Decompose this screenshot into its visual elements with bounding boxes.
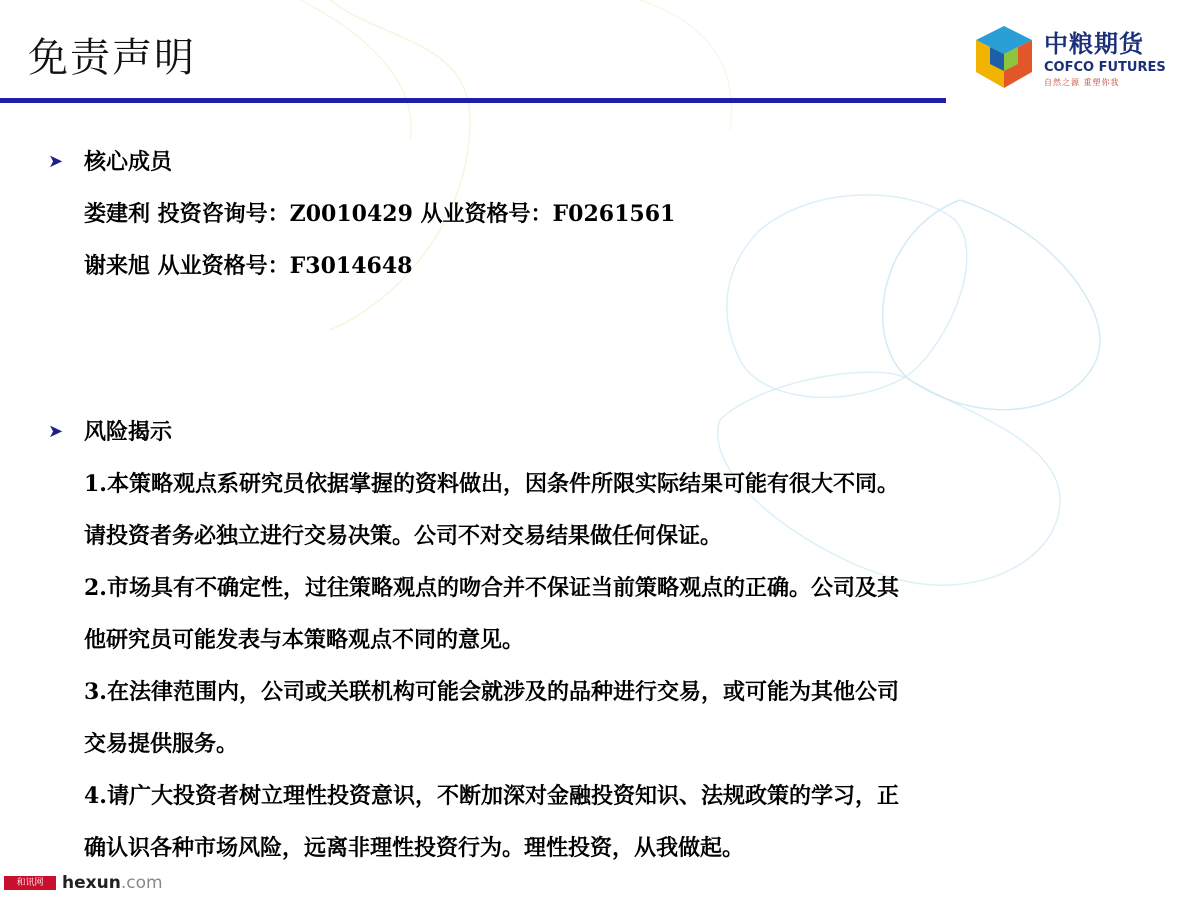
member-line: 娄建利 投资咨询号：Z0010429 从业资格号：F0261561 xyxy=(84,201,676,227)
logo-english-name: COFCO FUTURES xyxy=(1044,60,1166,75)
members-heading xyxy=(48,136,1158,188)
footer-domain xyxy=(62,872,163,894)
risk-line: 1.本策略观点系研究员依据掌握的资料做出，因条件所限实际结果可能有很大不同。 xyxy=(84,471,899,497)
footer-domain-main: hexun xyxy=(62,873,121,893)
company-logo xyxy=(972,24,1182,96)
risk-line: 2.市场具有不确定性，过往策略观点的吻合并不保证当前策略观点的正确。公司及其 xyxy=(84,575,899,601)
risk-line: 请投资者务必独立进行交易决策。公司不对交易结果做任何保证。 xyxy=(84,523,723,549)
footer-watermark xyxy=(4,872,174,894)
risk-line: 确认识各种市场风险，远离非理性投资行为。理性投资，从我做起。 xyxy=(84,835,745,861)
logo-slogan: 自然之源 重塑你我 xyxy=(1044,78,1120,87)
risk-line: 4.请广大投资者树立理性投资意识，不断加深对金融投资知识、法规政策的学习，正 xyxy=(84,783,899,809)
risk-heading-label: 风险揭示 xyxy=(84,419,173,445)
members-heading-label: 核心成员 xyxy=(84,149,173,175)
cube-logo-icon xyxy=(972,24,1036,90)
risk-line: 交易提供服务。 xyxy=(84,731,239,757)
members-section xyxy=(48,136,1158,292)
arrow-bullet-icon: ➤ xyxy=(48,151,64,172)
logo-chinese-name: 中粮期货 xyxy=(1044,30,1144,58)
title-rule xyxy=(0,98,946,103)
footer-badge: 和讯网 xyxy=(4,876,56,890)
footer-domain-tld: .com xyxy=(120,873,163,893)
risk-line: 他研究员可能发表与本策略观点不同的意见。 xyxy=(84,627,525,653)
arrow-bullet-icon: ➤ xyxy=(48,421,64,442)
member-line: 谢来旭 从业资格号：F3014648 xyxy=(84,253,413,279)
risk-line: 3.在法律范围内，公司或关联机构可能会就涉及的品种进行交易，或可能为其他公司 xyxy=(84,679,899,705)
page-title: 免责声明 xyxy=(28,35,196,81)
risk-heading xyxy=(48,406,1158,458)
risk-section xyxy=(48,406,1158,874)
